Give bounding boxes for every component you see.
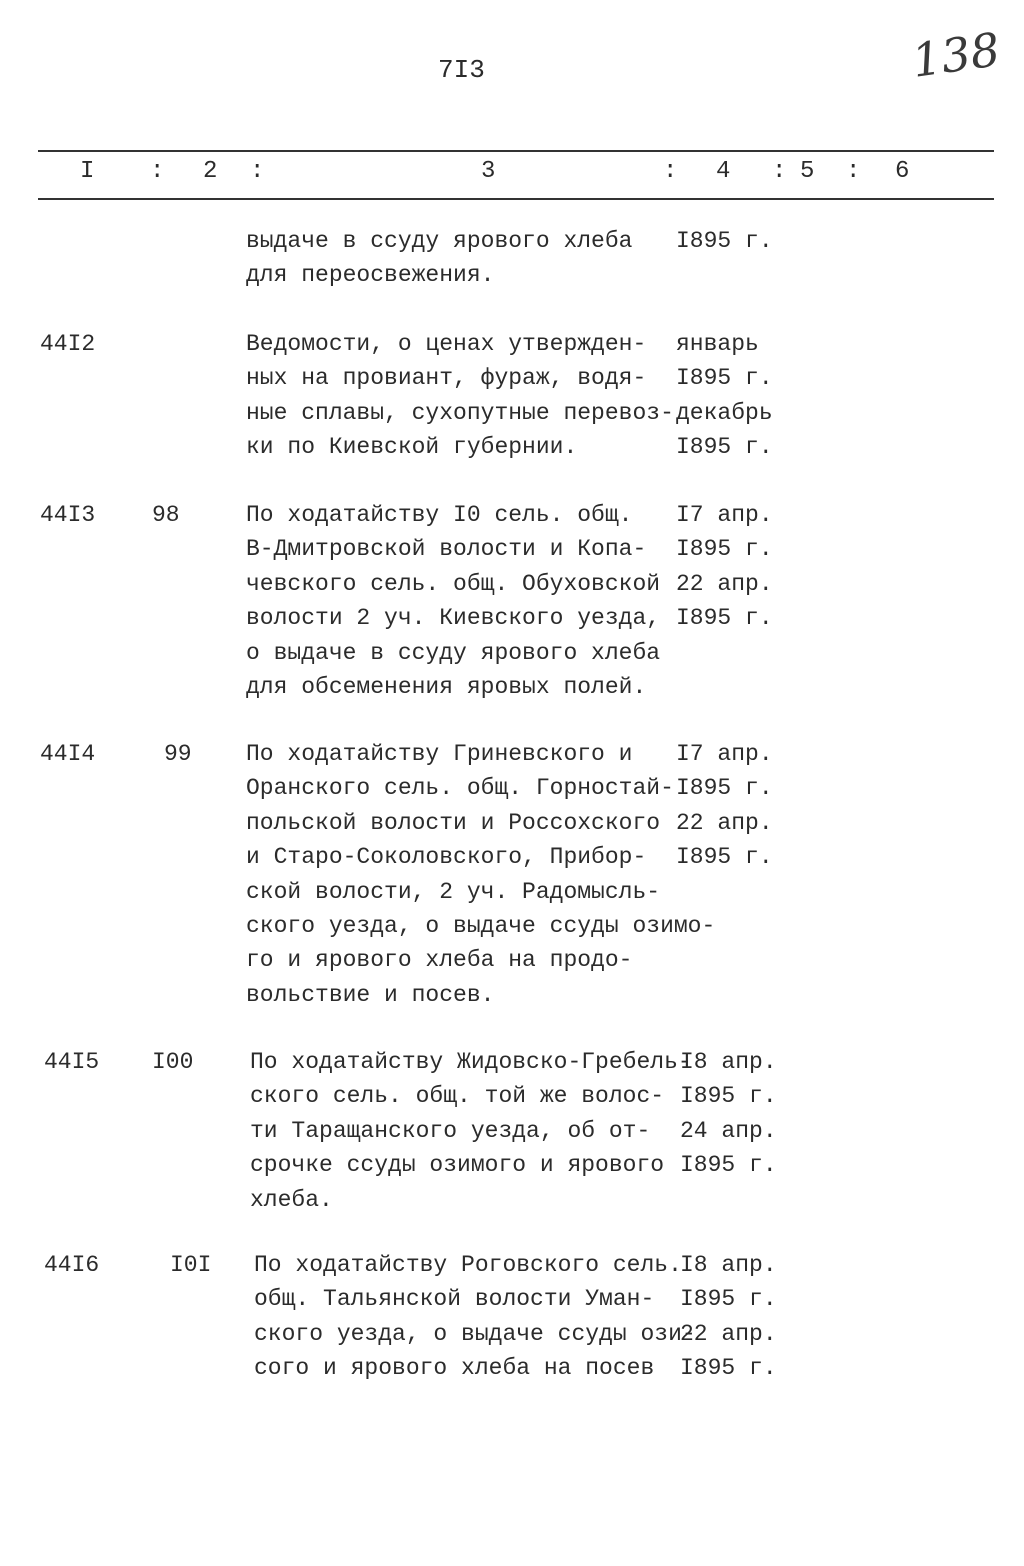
column-separator-5: : bbox=[846, 158, 861, 185]
entry-date-line: 22 апр. bbox=[680, 1320, 777, 1347]
entry-title-line: ти Таращанского уезда, об от- bbox=[250, 1117, 651, 1144]
column-header-6: 6 bbox=[895, 158, 910, 185]
entry-title-line: срочке ссуды озимого и ярового bbox=[250, 1152, 665, 1179]
entry-title-line: ных на провиант, фураж, водя- bbox=[246, 365, 647, 392]
entry-title-line: сого и ярового хлеба на посев bbox=[254, 1355, 655, 1382]
column-header-3: 3 bbox=[481, 158, 496, 185]
entry-date-line: 24 апр. bbox=[680, 1117, 777, 1144]
table-header-top-rule bbox=[38, 150, 994, 152]
entry-title-line: ского уезда, о выдаче ссуды ози- bbox=[254, 1320, 696, 1347]
entry-inventory-number: 44I2 bbox=[40, 331, 96, 357]
entry-title-line: Оранского сель. общ. Горностай- bbox=[246, 775, 674, 802]
entry-case-number: I00 bbox=[152, 1049, 194, 1075]
entry-title-line: ского уезда, о выдаче ссуды озимо- bbox=[246, 913, 716, 939]
entry-title-line: По ходатайству Роговского сель. bbox=[254, 1252, 682, 1278]
column-header-4: 4 bbox=[716, 158, 731, 185]
entry-date-line: I895 г. bbox=[676, 605, 773, 632]
entry-date-line: I895 г. bbox=[676, 365, 773, 392]
entry-title-line: По ходатайству Жидовско-Гребель- bbox=[250, 1049, 692, 1075]
entry-date-line: I8 апр. bbox=[680, 1049, 777, 1075]
entry-title-line: По ходатайству I0 сель. общ. bbox=[246, 502, 633, 528]
entry-title-line: ского сель. общ. той же волос- bbox=[250, 1083, 665, 1110]
entry-date-line: I895 г. bbox=[676, 536, 773, 563]
entry-date-line: I895 г. bbox=[680, 1083, 777, 1110]
entry-inventory-number: 44I5 bbox=[44, 1049, 100, 1075]
entry-title-line: По ходатайству Гриневского и bbox=[246, 741, 633, 767]
entry-title-line: вольствие и посев. bbox=[246, 981, 495, 1008]
entry-case-number: I0I bbox=[170, 1252, 212, 1278]
entry-title-line: В-Дмитровской волости и Копа- bbox=[246, 536, 647, 563]
handwritten-folio-number: 138 bbox=[908, 22, 1004, 88]
entry-date-line: 22 апр. bbox=[676, 809, 773, 836]
entry-title-line: для обсеменения яровых полей. bbox=[246, 674, 647, 700]
entry-date-line: I895 г. bbox=[676, 228, 773, 254]
entry-title-line: выдаче в ссуду ярового хлеба bbox=[246, 228, 633, 254]
column-separator-3: : bbox=[663, 158, 678, 185]
column-header-1: I bbox=[80, 158, 95, 185]
entry-date-line: I7 апр. bbox=[676, 741, 773, 767]
entry-title-line: волости 2 уч. Киевского уезда, bbox=[246, 605, 661, 632]
entry-inventory-number: 44I4 bbox=[40, 741, 96, 767]
entry-title-line: о выдаче в ссуду ярового хлеба bbox=[246, 639, 661, 666]
table-header-bottom-rule bbox=[38, 198, 994, 200]
entry-title-line: Ведомости, о ценах утвержден- bbox=[246, 331, 647, 357]
entry-date-line: I895 г. bbox=[680, 1355, 777, 1382]
entry-inventory-number: 44I6 bbox=[44, 1252, 100, 1278]
entry-date-line: январь bbox=[676, 331, 759, 357]
entry-title-line: ской волости, 2 уч. Радомысль- bbox=[246, 878, 661, 905]
column-separator-4: : bbox=[772, 158, 787, 185]
column-separator-1: : bbox=[150, 158, 165, 185]
entry-date-line: I7 апр. bbox=[676, 502, 773, 528]
entry-date-line: I895 г. bbox=[676, 434, 773, 461]
column-header-5: 5 bbox=[800, 158, 815, 185]
entry-case-number: 98 bbox=[152, 502, 180, 528]
entry-date-line: 22 апр. bbox=[676, 570, 773, 597]
entry-title-line: чевского сель. общ. Обуховской bbox=[246, 570, 661, 597]
entry-title-line: польской волости и Россохского bbox=[246, 809, 661, 836]
entry-title-line: общ. Тальянской волости Уман- bbox=[254, 1286, 655, 1313]
entry-date-line: I895 г. bbox=[680, 1152, 777, 1179]
page-number: 7I3 bbox=[438, 55, 485, 85]
entry-title-line: ки по Киевской губернии. bbox=[246, 434, 578, 461]
entry-date-line: I895 г. bbox=[680, 1286, 777, 1313]
entry-case-number: 99 bbox=[164, 741, 192, 767]
entry-date-line: I895 г. bbox=[676, 775, 773, 802]
entry-title-line: ные сплавы, сухопутные перевоз- bbox=[246, 399, 674, 426]
entry-title-line: и Старо-Соколовского, Прибор- bbox=[246, 844, 647, 871]
column-header-2: 2 bbox=[203, 158, 218, 185]
entry-date-line: I8 апр. bbox=[680, 1252, 777, 1278]
entry-title-line: хлеба. bbox=[250, 1186, 333, 1213]
entry-inventory-number: 44I3 bbox=[40, 502, 96, 528]
entry-title-line: го и ярового хлеба на продо- bbox=[246, 947, 633, 974]
entry-date-line: декабрь bbox=[676, 399, 773, 426]
entry-date-line: I895 г. bbox=[676, 844, 773, 871]
entry-title-line: для переосвежения. bbox=[246, 262, 495, 289]
column-separator-2: : bbox=[250, 158, 265, 185]
